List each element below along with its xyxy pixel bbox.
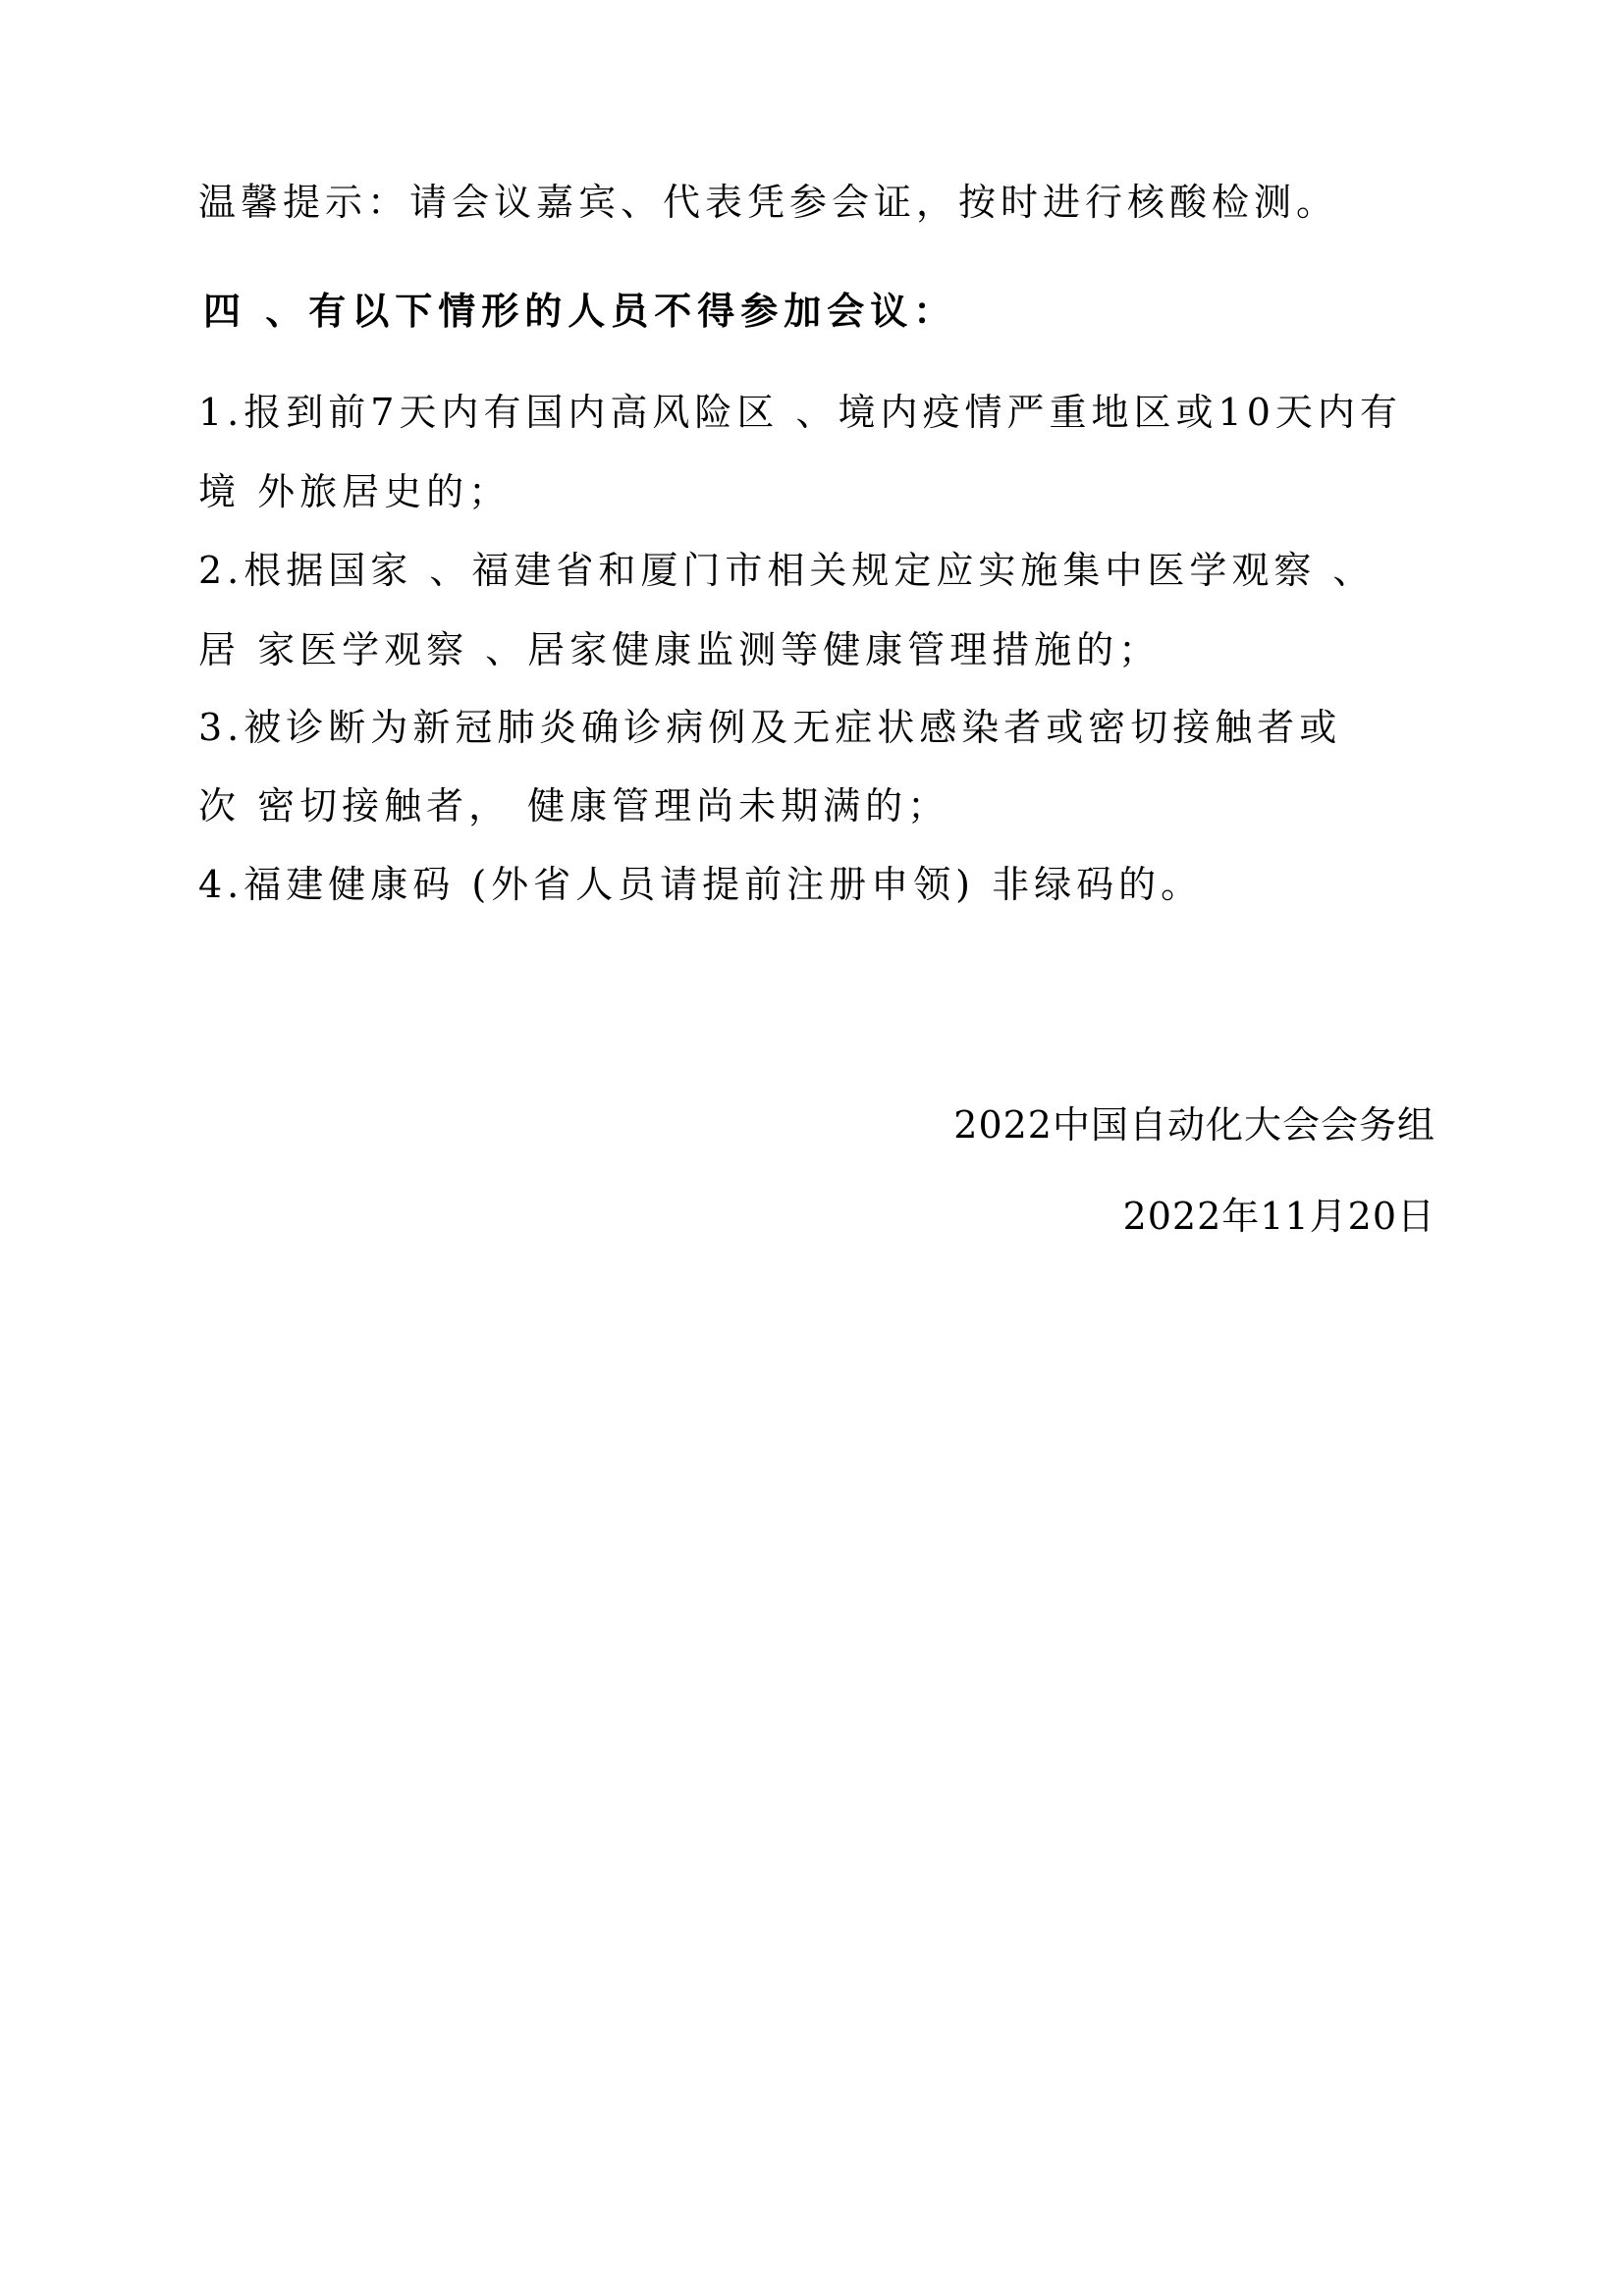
signature-date: 2022年11月20日 <box>1122 1195 1435 1238</box>
reminder-text: 温馨提示：请会议嘉宾、代表凭参会证，按时进行核酸检测。 <box>198 181 1339 224</box>
list-item-4-line-1: 4.福建健康码 (外省人员请提前注册申领) 非绿码的。 <box>198 863 1204 906</box>
list-item-2-line-1: 2.根据国家 、福建省和厦门市相关规定应实施集中医学观察 、 <box>198 549 1376 592</box>
signature-organization: 2022中国自动化大会会务组 <box>953 1103 1435 1147</box>
list-item-3-line-2: 次 密切接触者， 健康管理尚未期满的； <box>198 784 950 828</box>
list-item-2-line-2: 居 家医学观察 、居家健康监测等健康管理措施的； <box>198 628 1162 671</box>
section-heading: 四 、有以下情形的人员不得参加会议： <box>203 289 957 333</box>
list-item-3-line-1: 3.被诊断为新冠肺炎确诊病例及无症状感染者或密切接触者或 <box>198 706 1342 749</box>
list-item-1-line-2: 境 外旅居史的； <box>198 470 512 513</box>
list-item-1-line-1: 1.报到前7天内有国内高风险区 、境内疫情严重地区或10天内有 <box>198 391 1402 434</box>
